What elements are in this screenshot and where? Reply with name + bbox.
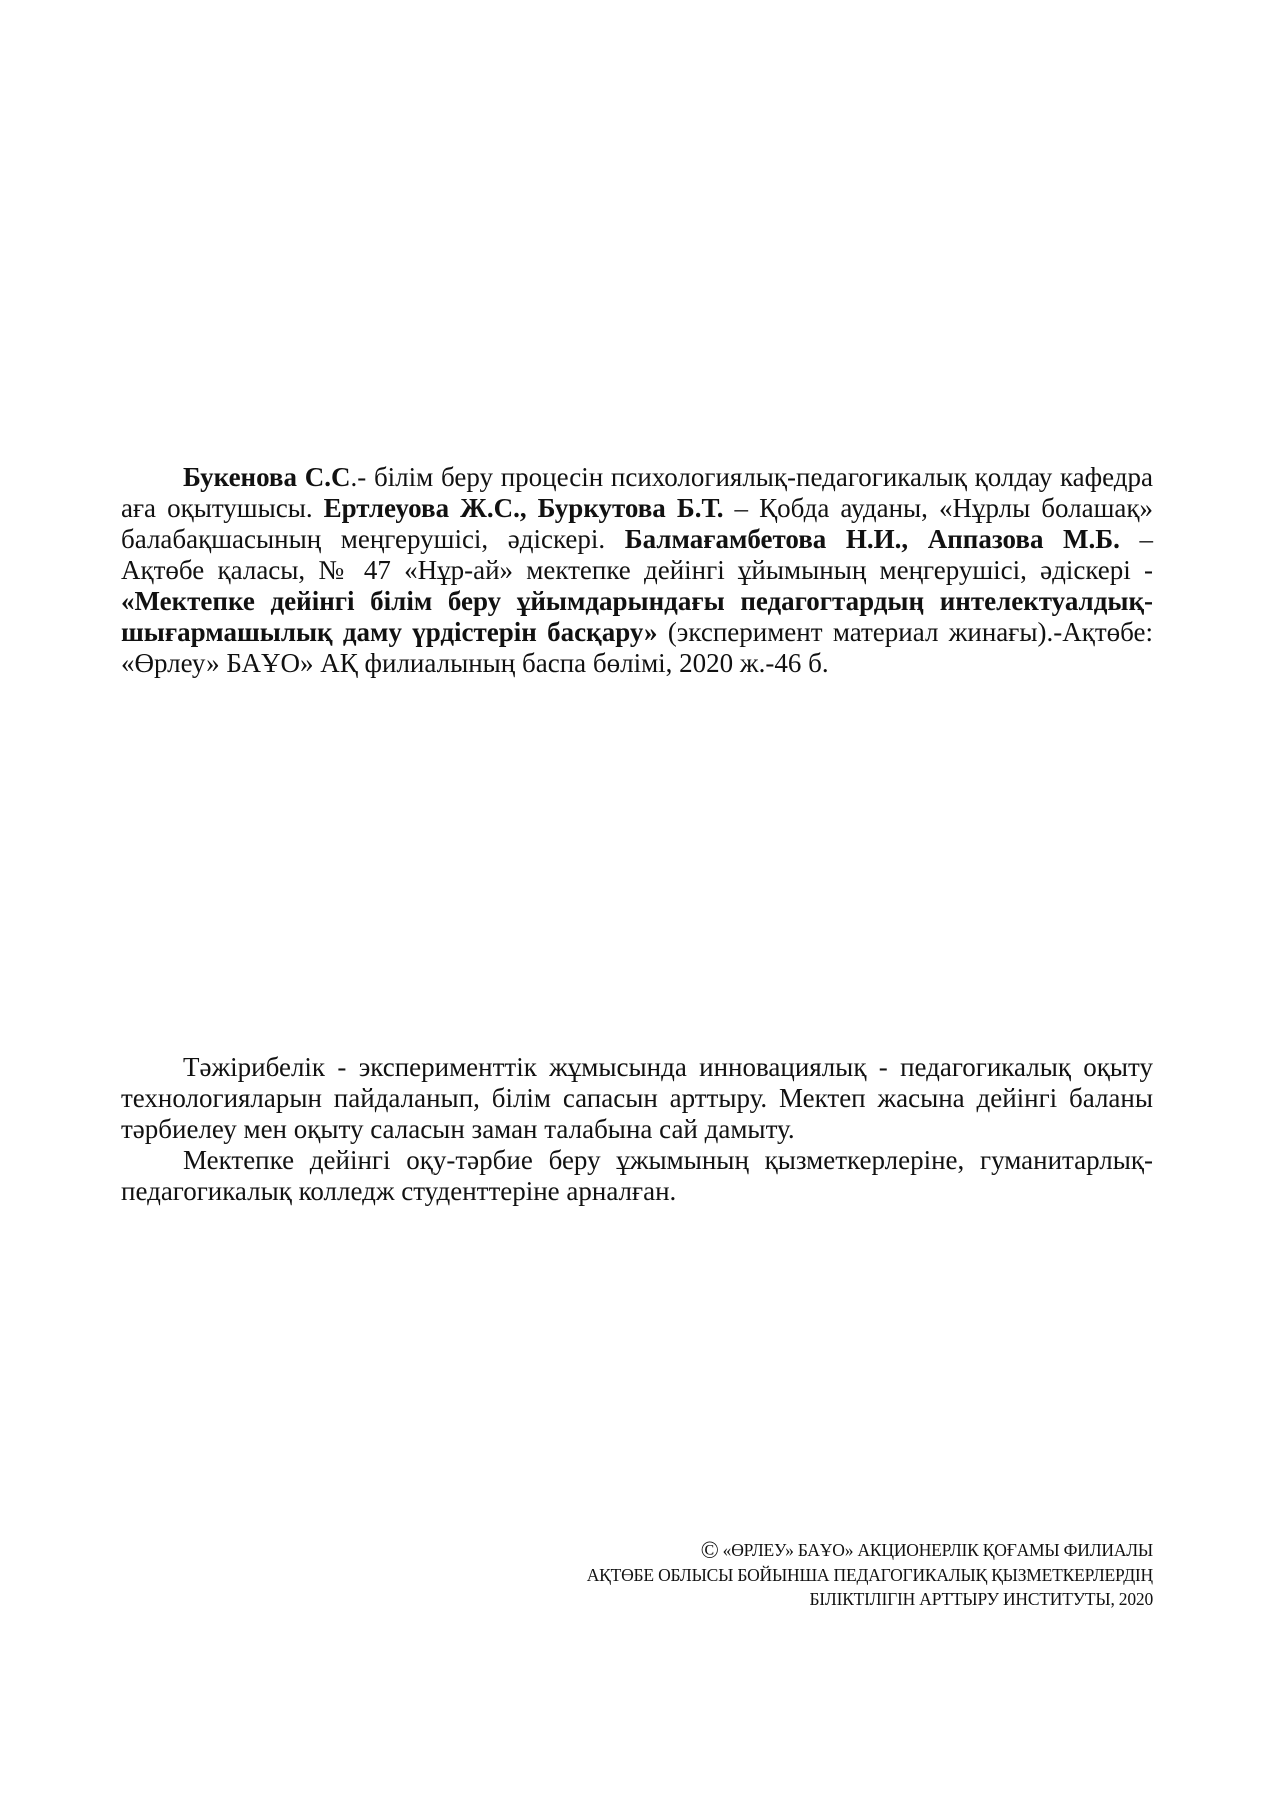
- author-names: Балмағамбетова Н.И., Аппазова М.Б.: [624, 524, 1120, 554]
- bibliographic-abstract: [121, 462, 1153, 679]
- publication-info: (эксперимент материал жинағы).-Ақтөбе: «Өрлеу» БАҰО» АҚ филиалының баспа бөлімі, 2020 ж.-46 б.: [121, 617, 1153, 678]
- footer-line: БІЛІКТІЛІГІН АРТТЫРУ ИНСТИТУТЫ, 2020: [809, 1589, 1153, 1609]
- author-description: – Ақтөбе қаласы, № 47 «Нұр-ай» мектепке дейінгі ұйымының меңгерушісі, әдіскері -: [121, 524, 1154, 585]
- footer-line: АҚТӨБЕ ОБЛЫСЫ БОЙЫНША ПЕДАГОГИКАЛЫҚ ҚЫЗМЕТКЕРЛЕРДІҢ: [586, 1565, 1153, 1585]
- author-name: Букенова С.С: [183, 462, 351, 492]
- footer-line: [353, 1538, 1153, 1563]
- copyright-icon: ©: [700, 1538, 719, 1564]
- book-title: «Мектепке дейінгі білім беру ұйымдарындағы педагогтардың интелектуалдық-шығармашылық даму үрдістерін басқару»: [121, 586, 1153, 647]
- footer-text: «ӨРЛЕУ» БАҰО» АКЦИОНЕРЛІК ҚОҒАМЫ ФИЛИАЛЫ: [722, 1540, 1153, 1560]
- annotation-paragraph: Тәжірибелік - эксперименттік жұмысында инновациялық - педагогикалық оқыту технологияларын пайдаланып, білім сапасын арттыру. Мектеп жасына дейінгі баланы тәрбиелеу мен оқыту саласын заман талабына сай дамыту.: [121, 1052, 1153, 1144]
- annotation-paragraph: Мектепке дейінгі оқу-тәрбие беру ұжымының қызметкерлеріне, гуманитарлық-педагогикалық колледж студенттеріне арналған.: [121, 1145, 1153, 1206]
- author-description: .- білім беру процесін психологиялық-педагогикалық қолдау кафедра аға оқытушысы.: [121, 462, 1153, 523]
- copyright-footer: [353, 1538, 1153, 1611]
- abstract-paragraph: [121, 462, 1153, 679]
- author-names: Ертлеуова Ж.С., Буркутова Б.Т.: [323, 493, 724, 523]
- annotation: [121, 1052, 1153, 1207]
- author-description: – Қобда ауданы, «Нұрлы болашақ» балабақшасының меңгерушісі, әдіскері.: [121, 493, 1153, 554]
